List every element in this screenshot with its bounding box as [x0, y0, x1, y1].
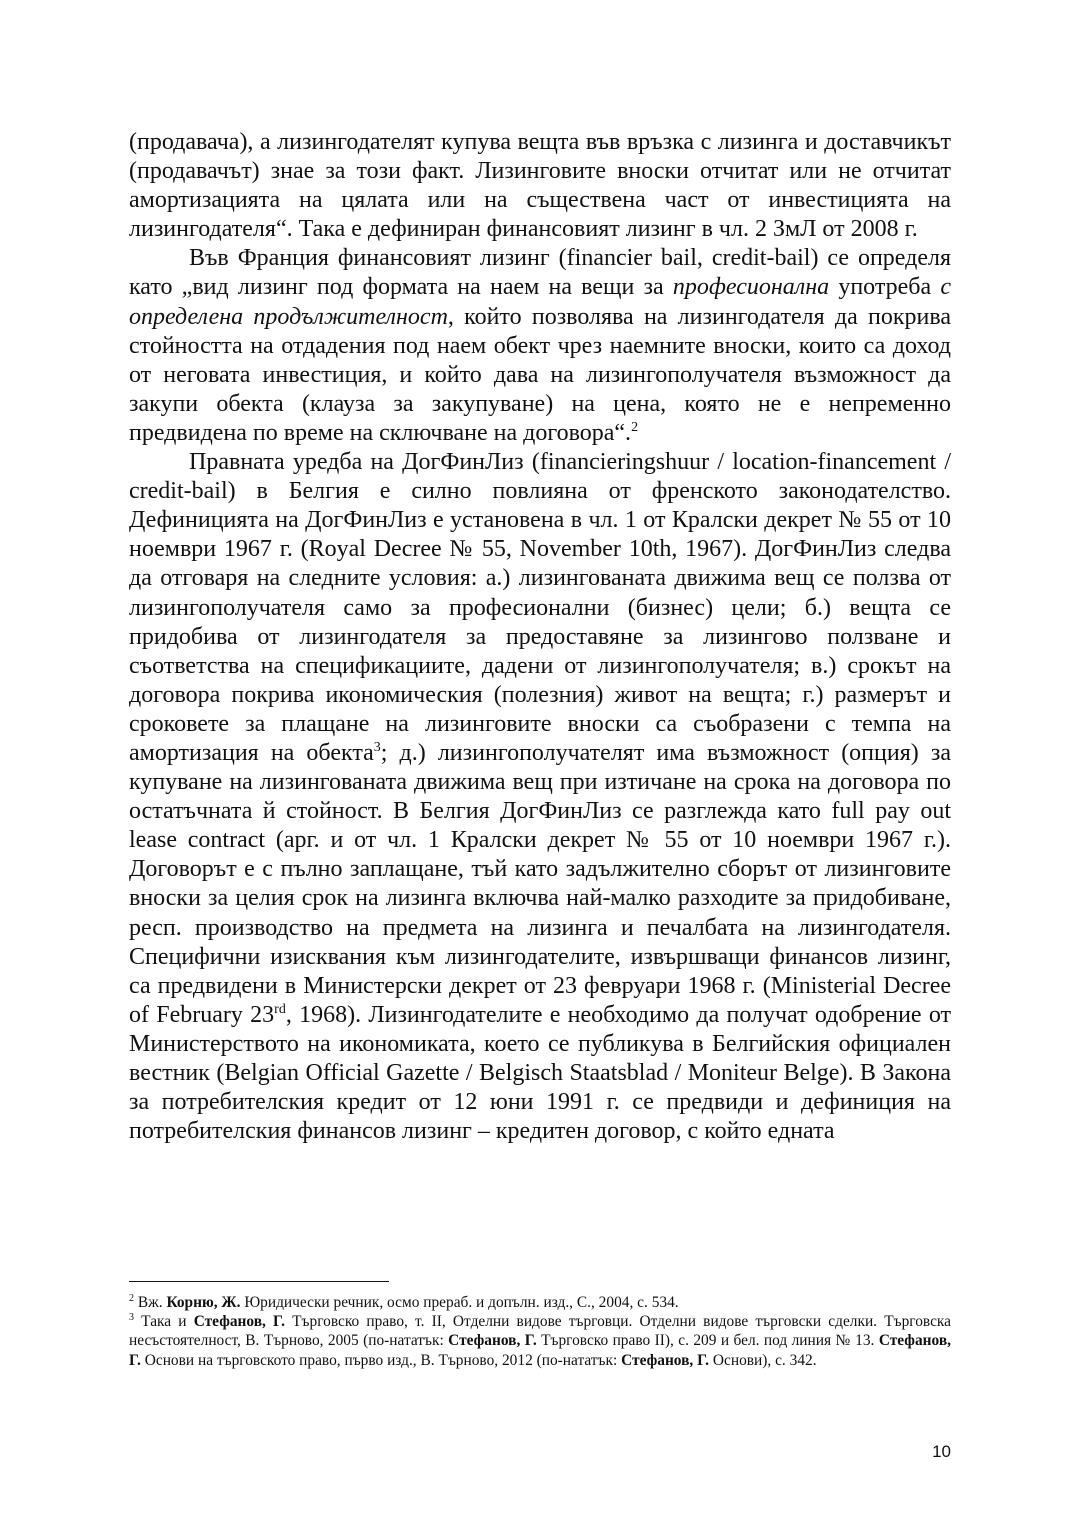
footnote-number: 2 — [129, 1293, 134, 1304]
footnote-3: $^3$ Така и Стефанов, Г. Търговско право, т. II, Отделни видове търговци. Отделни видове търговски сделки. Търговска несъстоятелност, В. Търново, 2005 (по-нататък: Стефанов, Г. Търговско право II), с. 209 и бел. под линия № 13. Стефанов, Г. Основи на търговското право, първо изд., В. Търново, 2012 (по-нататък: Стефанов, Г. Основи), с. 342. — [129, 1312, 951, 1369]
footnote-2: $^2$ Вж. Корню, Ж. Юридически речник, осмо прераб. и допълн. изд., С., 2004, с. 534. — [129, 1293, 679, 1311]
author-name: Корню, Ж. — [166, 1294, 241, 1311]
italic-text: професионална — [672, 274, 830, 301]
footnote-number: 3 — [129, 1312, 134, 1324]
footnote-ref-2[interactable]: 2 — [631, 419, 639, 435]
paragraph-2: Във Франция финансовият лизинг (financier bail, credit-bail) се определя като „вид лизинг под формата на наем на вещи за професионална употреба с определена продължителност, който позволява на лизингодателя да покрива стойността на отдадения под наем обект чрез наемните вноски, които са доход от неговата инвестиция, и който дава на лизингополучателя възможност да закупи обекта (клауза за закупуване) на цена, която не е непременно предвидена по време на сключване на договора“.$^2$ — [129, 245, 951, 446]
footnote-ref-3[interactable]: 3 — [373, 739, 381, 755]
author-name: Стефанов, Г. — [448, 1332, 537, 1350]
italic-text: с определена продължителност — [129, 274, 951, 330]
author-name: Стефанов, Г. — [621, 1351, 710, 1369]
footnotes — [129, 1293, 951, 1370]
author-name: Стефанов, Г. — [129, 1332, 951, 1369]
author-name: Стефанов, Г. — [193, 1313, 285, 1331]
paragraph-3: Правната уредба на ДогФинЛиз (financieringshuur / location-financement / credit-bail) в Белгия е силно повлияна от френското законодателство. Дефиницията на ДогФинЛиз е установена в чл. 1 от Кралски декрет № 55 от 10 ноември 1967 г. (Royal Decree № 55, November 10th, 1967). ДогФинЛиз следва да отговаря на следните условия: а.) лизингованата движима вещ се ползва от лизингополучателя само за професионални (бизнес) цели; б.) вещта се придобива от лизингодателя за предоставяне за лизингово ползване и съответства на спецификациите, дадени от лизингополучателя; в.) срокът на договора покрива икономическия (полезния) живот на вещта; г.) размерът и сроковете за плащане на лизинговите вноски са съобразени с темпа на амортизация на обекта$^3$; д.) лизингополучателят има възможност (опция) за купуване на лизингованата движима вещ при изтичане на срока на договора по остатъчната й стойност. В Белгия ДогФинЛиз се разглежда като full pay out lease contract (арг. и от чл. 1 Кралски декрет № 55 от 10 ноември 1967 г.). Договорът е с пълно заплащане, тъй като задължително сборът от лизинговите вноски за целия срок на лизинга включва най-малко разходите за придобиване, респ. производство на предмета на лизинга и печалбата на лизингодателя. Специфични изисквания към лизингодателите, извършващи финансов лизинг, са предвидени в Министерски декрет от 23 февруари 1968 г. (Ministerial Decree of February 23rd, 1968). Лизингодателите е необходимо да получат одобрение от Министерството на икономиката, което се публикува в Белгийския официален вестник (Belgian Official Gazette / Belgisch Staatsblad / Moniteur Belge). В Закона за потребителския кредит от 12 юни 1991 г. се предвиди и дефиниция на потребителския финансов лизинг – кредитен договор, с който едната — [129, 449, 951, 1145]
paragraph-1: (продавача), а лизингодателят купува вещта във връзка с лизинга и доставчикът (продавачът) знае за този факт. Лизинговите вноски отчитат или не отчитат амортизацията на цялата или на съществена част от инвестицията на лизингодателя“. Така е дефиниран финансовият лизинг в чл. 2 ЗмЛ от 2008 г. — [129, 129, 951, 243]
body-text — [129, 128, 951, 1146]
footnote-separator — [129, 1281, 389, 1282]
ordinal-superscript: rd — [274, 1001, 286, 1017]
page-number: 10 — [932, 1442, 951, 1461]
